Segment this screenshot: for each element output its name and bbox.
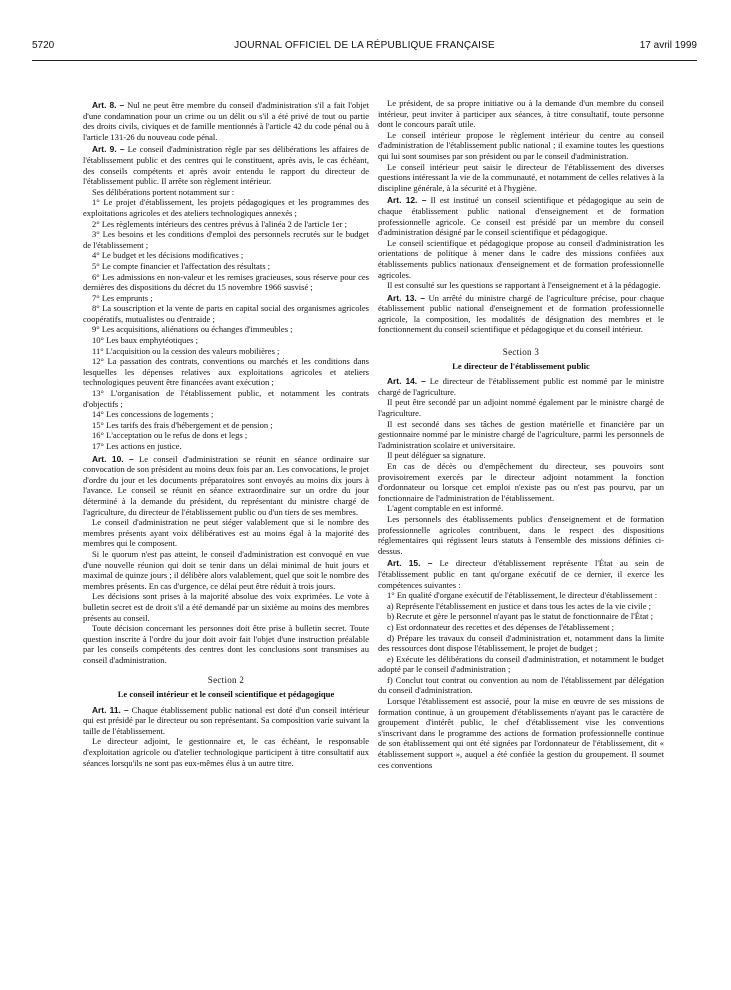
body-paragraph: 11° L'acquisition ou la cession des valeurs mobilières ; (92, 345, 280, 356)
body-paragraph: L'agent comptable en est informé. (387, 503, 504, 514)
body-paragraph: 4° Le budget et les décisions modificatives ; (92, 250, 244, 261)
body-paragraph: 13° L'organisation de l'établissement public, et notamment les contrats d'objectifs ; (83, 388, 369, 409)
body-paragraph: Lorsque l'établissement est associé, pour la mise en œuvre de ses missions de formation continue, à un groupement d'établissements n'ayant pas le caractère de groupement d'intérêt public, le chef d'établissement vise les conventions s'inscrivant dans le programme des actions de formation professionnelle continue de son établissement qui ont été signées par l'ordonnateur de l'établissement, dit « établissement support », auquel a été confiée la gestion du groupement. Il soumet ces conventions (378, 696, 664, 770)
section-title: Le directeur de l'établissement public (452, 360, 590, 371)
article-paragraph (83, 454, 369, 518)
body-paragraph: 9° Les acquisitions, aliénations ou échanges d'immeubles ; (92, 324, 293, 335)
article-text: Le directeur de l'établissement public est nommé par le ministre chargé de l'agriculture. (378, 376, 664, 397)
body-paragraph: Le conseil intérieur propose le règlement intérieur du centre au conseil d'administration de l'établissement public national ; il examine toutes les questions qui lui sont soumises par son président ou par le conseil d'administration. (378, 129, 664, 161)
body-paragraph: 15° Les tarifs des frais d'hébergement et de pension ; (92, 419, 273, 430)
body-paragraph: f) Conclut tout contrat ou convention au nom de l'établissement par délégation du conseil d'administration. (378, 674, 664, 696)
article-text: Un arrêté du ministre chargé de l'agriculture précise, pour chaque établissement public national d'enseignement et de formation professionnelle agricole, la composition, les modalités de désignation des membres et le fonctionnement du conseil scientifique et pédagogique et du conseil intérieur. (378, 292, 664, 335)
body-paragraph: Toute décision concernant les personnes doit être prise à bulletin secret. Toute question inscrite à l'ordre du jour doit avoir fait l'objet d'une instruction préalable par les conseils compétents des centres dont les conclusions sont transmises au conseil d'administration. (83, 623, 369, 665)
section-title: Le conseil intérieur et le conseil scientifique et pédagogique (117, 689, 335, 700)
article-text: Chaque établissement public national est doté d'un conseil intérieur qui est présidé par le directeur ou son représentant. Sa composition varie suivant la taille de l'établissement. (83, 704, 369, 736)
article-paragraph (378, 195, 664, 237)
body-paragraph: 6° Les admissions en non-valeur et les remises gracieuses, sous réserve pour ces dernières des dispositions du décret du 15 novembre 1966 susvisé ; (83, 271, 369, 293)
article-paragraph (83, 100, 369, 142)
article-heading: Art. 10. – (92, 453, 134, 464)
publication-date: 17 avril 1999 (639, 40, 697, 51)
header-rule (32, 60, 697, 61)
article-paragraph (83, 705, 369, 737)
body-paragraph: Les décisions sont prises à la majorité absolue des voix exprimées. Le vote à bulletin secret est de droit s'il a été demandé par un sixième au moins des membres présents au conseil. (83, 591, 369, 623)
body-paragraph: 2° Les règlements intérieurs des centres prévus à l'alinéa 2 de l'article 1er ; (92, 218, 347, 229)
body-paragraph: a) Représente l'établissement en justice et dans tous les actes de la vie civile ; (387, 600, 652, 611)
body-paragraph: 5° Le compte financier et l'affectation des résultats ; (92, 260, 271, 271)
body-paragraph: 8° La souscription et la vente de parts en capital social des organismes agricoles coopératifs, mutualistes ou d'entraide ; (83, 303, 369, 324)
article-paragraph (378, 558, 664, 590)
left-column (83, 98, 369, 958)
article-heading: Art. 8. – (92, 100, 125, 110)
article-text: Le directeur d'établissement représente l'État au sein de l'établissement public en tant qu'organe exécutif de ce dernier, il exerce les compétences suivantes : (378, 558, 664, 590)
body-paragraph: Si le quorum n'est pas atteint, le conseil d'administration est convoqué en vue d'une nouvelle réunion qui doit se tenir dans un délai minimal de huit jours et maximal de quinze jours ; il délibère alors valablement, quel que soit le nombre des membres présents. En cas d'urgence, ce délai peut être réduit à trois jours. (83, 548, 369, 591)
body-paragraph: 10° Les baux emphytéotiques ; (92, 335, 198, 346)
article-paragraph (378, 293, 664, 335)
body-paragraph: 17° Les actions en justice. (92, 441, 182, 451)
article-heading: Art. 13. – (387, 292, 426, 303)
article-text: Le conseil d'administration règle par ses délibérations les affaires de l'établissement public et des centres qui le constituent, après avis, le cas échéant, des conseils compétents et après avoir entendu le rapport du directeur de l'établissement public. Il arrête son règlement intérieur. (83, 144, 369, 187)
body-paragraph: En cas de décès ou d'empêchement du directeur, ses pouvoirs sont provisoirement exercés par le directeur adjoint notamment la fonction d'ordonnateur ou lorsque cet emploi n'existe pas ou n'est pas pourvu, par un fonctionnaire de l'administration de l'établissement. (378, 461, 664, 503)
body-paragraph: 7° Les emprunts ; (92, 292, 153, 303)
body-paragraph: d) Prépare les travaux du conseil d'administration et, notamment dans la limite des ressources dont dispose l'établissement, le projet de budget ; (378, 632, 664, 654)
section-heading: Section 2 (207, 675, 245, 686)
article-text: Nul ne peut être membre du conseil d'administration s'il a fait l'objet d'une condamnation pour un crime ou un délit ou s'il a été privé de tout ou partie des droits civils, civiques et de famille mentionnés à l'article 42 du code pénal ou à l'article 131-26 du nouveau code pénal. (83, 100, 369, 142)
article-paragraph (378, 376, 664, 397)
article-text: Le conseil d'administration se réunit en séance ordinaire sur convocation de son président au moins deux fois par an. Les convocations, le projet d'ordre du jour et les documents préparatoires sont envoyés au moins dix jours à l'avance. Le conseil se réunit en séance extraordinaire sur un ordre du jour déterminé à la demande du président, du représentant du ministre chargé de l'agriculture, du directeur de l'établissement public ou d'un tiers de ses membres. (83, 453, 369, 517)
body-paragraph: 3° Les besoins et les conditions d'emploi des personnels recrutés sur le budget de l'établissement ; (83, 229, 369, 250)
article-paragraph (83, 144, 369, 186)
right-column (378, 98, 664, 958)
journal-title: JOURNAL OFFICIEL DE LA RÉPUBLIQUE FRANÇAISE (234, 40, 495, 51)
body-paragraph: Le président, de sa propre initiative ou à la demande d'un membre du conseil intérieur, peut inviter à participer aux séances, à titre consultatif, toute personne dont le concours paraît utile. (378, 98, 664, 130)
body-paragraph: Ses délibérations portent notamment sur : (92, 186, 235, 197)
article-text: Il est institué un conseil scientifique et pédagogique au sein de chaque établissement public national d'enseignement et de formation professionnelle agricole. Ce conseil est présidé par un membre du conseil d'administration désigné par le conseil scientifique et pédagogique. (378, 195, 664, 238)
body-paragraph: Le conseil d'administration ne peut siéger valablement que si le nombre des membres présents ayant voix délibératives est au moins égal à la majorité des membres qui le composent. (83, 517, 369, 549)
body-paragraph: Il peut être secondé par un adjoint nommé également par le ministre chargé de l'agriculture. (378, 397, 664, 419)
body-paragraph: Il est consulté sur les questions se rapportant à l'enseignement et à la pédagogie. (387, 280, 661, 291)
body-paragraph: b) Recrute et gère le personnel n'ayant pas le statut de fonctionnaire de l'État ; (387, 611, 654, 622)
body-paragraph: 1° En qualité d'organe exécutif de l'établissement, le directeur d'établissement : (387, 590, 658, 601)
article-heading: Art. 12. – (387, 195, 427, 206)
body-paragraph: c) Est ordonnateur des recettes et des dépenses de l'établissement ; (387, 621, 615, 632)
page-number: 5720 (32, 40, 55, 51)
body-paragraph: 1° Le projet d'établissement, les projets pédagogiques et les programmes des exploitations agricoles et des ateliers technologiques annexés ; (83, 197, 369, 218)
body-paragraph: e) Exécute les délibérations du conseil d'administration, et notamment le budget adopté par le conseil d'administration ; (378, 653, 664, 675)
section-heading: Section 3 (502, 347, 540, 358)
body-paragraph: Il peut déléguer sa signature. (387, 450, 486, 461)
page-header (32, 36, 697, 58)
body-paragraph: Il est secondé dans ses tâches de gestion matérielle et financière par un gestionnaire nommé par le ministre chargé de l'agriculture, parmi les personnels de l'administration scolaire et universitaire. (378, 418, 664, 450)
body-paragraph: Le conseil scientifique et pédagogique propose au conseil d'administration les orientations de politique à mener dans le cadre des missions confiées aux établissements publics nationaux d'enseignement et de formation professionnelle agricoles. (378, 237, 664, 280)
article-heading: Art. 11. – (92, 704, 129, 715)
article-heading: Art. 15. – (387, 558, 433, 569)
body-paragraph: 12° La passation des contrats, conventions ou marchés et les conditions dans lesquelles les dépenses relatives aux exploitations agricoles et ateliers technologiques peuvent être financées avant exécution ; (83, 356, 369, 388)
body-paragraph: Le directeur adjoint, le gestionnaire et, le cas échéant, le responsable d'exploitation agricole ou d'atelier technologique participent à titre consultatif aux séances lorsqu'ils ne sont pas eux-mêmes élus à un autre titre. (83, 736, 369, 768)
body-paragraph: Les personnels des établissements publics d'enseignement et de formation professionnelle agricoles contribuent, dans le respect des dispositions réglementaires qui régissent leurs statuts à l'ensemble des missions définies ci-dessus. (378, 513, 664, 556)
article-heading: Art. 14. – (387, 376, 426, 387)
body-paragraph: 16° L'acceptation ou le refus de dons et legs ; (92, 430, 248, 441)
article-heading: Art. 9. – (92, 144, 125, 155)
body-paragraph: Le conseil intérieur peut saisir le directeur de l'établissement des diverses questions intéressant la vie de la communauté, et notamment de celles relatives à la discipline générale, à la sécurité et à l'hygiène. (378, 161, 664, 193)
body-paragraph: 14° Les concessions de logements ; (92, 409, 214, 420)
